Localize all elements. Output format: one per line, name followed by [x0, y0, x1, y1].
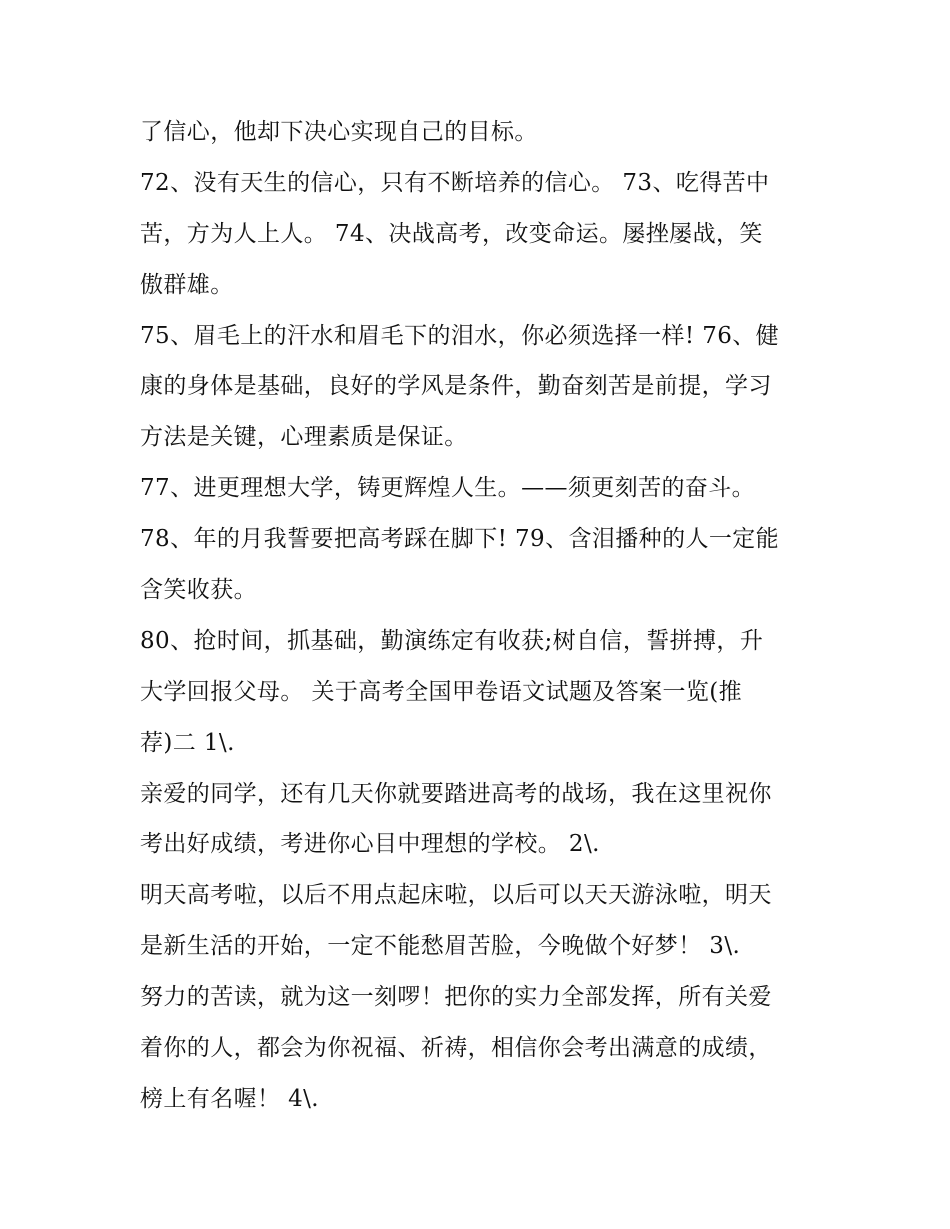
text-line: 是新生活的开始，一定不能愁眉苦脸，今晚做个好梦！ 3\. [140, 933, 741, 960]
text-line: 78、年的月我誓要把高考踩在脚下! 79、含泪播种的人一定能 [140, 526, 780, 553]
text-line: 77、进更理想大学，铸更辉煌人生。——须更刻苦的奋斗。 [140, 475, 756, 502]
text-line: 大学回报父母。 关于高考全国甲卷语文试题及答案一览(推 [140, 678, 743, 705]
text-line: 亲爱的同学，还有几天你就要踏进高考的战场，我在这里祝你 [140, 780, 772, 807]
text-line: 荐)二 1\. [140, 729, 235, 756]
text-line: 康的身体是基础，良好的学风是条件，勤奋刻苦是前提，学习 [140, 373, 772, 400]
text-line: 考出好成绩，考进你心目中理想的学校。 2\. [140, 831, 600, 858]
text-line: 明天高考啦，以后不用点起床啦，以后可以天天游泳啦，明天 [140, 882, 772, 909]
text-line: 傲群雄。 [140, 271, 234, 298]
text-line: 方法是关键，心理素质是保证。 [140, 424, 468, 451]
text-line: 75、眉毛上的汗水和眉毛下的泪水，你必须选择一样! 76、健 [140, 322, 780, 349]
document-body [140, 107, 820, 1125]
text-line: 了信心，他却下决心实现自己的目标。 [140, 119, 538, 145]
text-line: 含笑收获。 [140, 577, 257, 604]
text-line: 榜上有名喔！ 4\. [140, 1085, 320, 1112]
text-line: 努力的苦读，就为这一刻啰！把你的实力全部发挥，所有关爱 [140, 984, 772, 1011]
text-line: 72、没有天生的信心，只有不断培养的信心。 73、吃得苦中 [140, 169, 770, 196]
text-line: 苦，方为人上人。 74、决战高考，改变命运。屡挫屡战，笑 [140, 220, 763, 247]
text-line: 着你的人，都会为你祝福、祈祷，相信你会考出满意的成绩， [140, 1035, 772, 1062]
text-line: 80、抢时间，抓基础，勤演练定有收获;树自信，誓拼搏，升 [140, 627, 764, 654]
